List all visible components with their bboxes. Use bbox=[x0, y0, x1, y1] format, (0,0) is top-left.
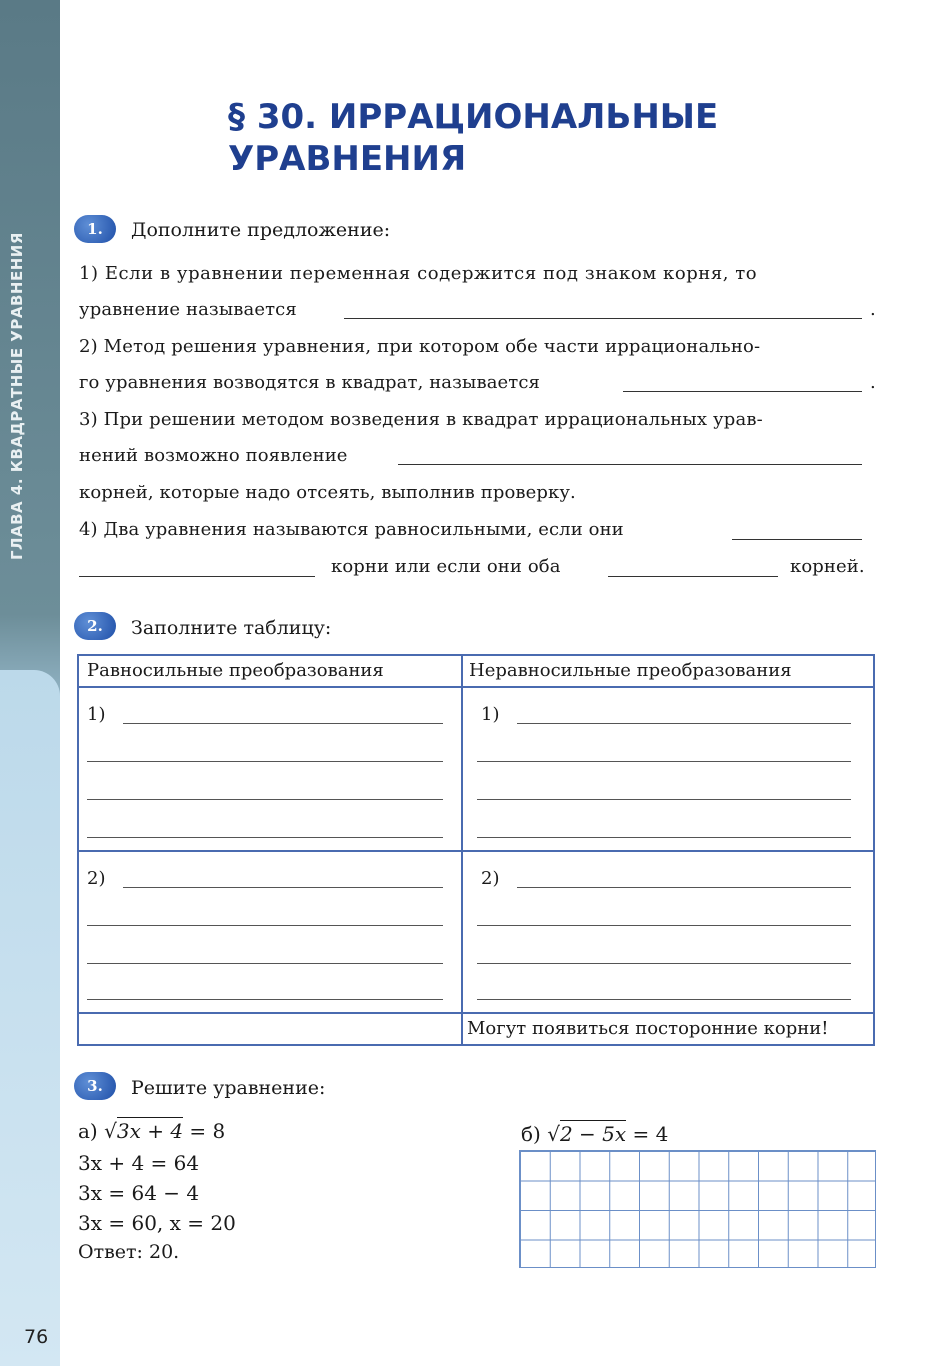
left-item-2-line-3[interactable] bbox=[87, 963, 443, 964]
blank-2[interactable] bbox=[623, 391, 862, 392]
left-item-1-number: 1) bbox=[87, 704, 106, 725]
equation-b-radicand: 2 − 5x bbox=[559, 1122, 627, 1146]
blank-4[interactable] bbox=[732, 539, 862, 540]
task-1-line-3: 2) Метод решения уравнения, при котором обе части иррационально- bbox=[79, 336, 761, 357]
page-number: 76 bbox=[24, 1326, 49, 1348]
solution-step-1: 3x + 4 = 64 bbox=[78, 1151, 200, 1175]
equation-a-radicand: 3x + 4 bbox=[116, 1119, 184, 1143]
equation-b bbox=[521, 1122, 668, 1146]
left-item-1-line-4[interactable] bbox=[87, 837, 443, 838]
task-1-line-8: 4) Два уравнения называются равносильными, если они bbox=[79, 519, 624, 540]
chapter-sidebar-lower bbox=[0, 670, 60, 1366]
task-1-badge: 1. bbox=[74, 215, 116, 243]
transformations-table bbox=[77, 654, 875, 1046]
task-1-line-9: корни или если они оба bbox=[331, 556, 561, 577]
right-item-1-line-1[interactable] bbox=[517, 723, 851, 724]
left-item-2-number: 2) bbox=[87, 868, 106, 889]
blank-1[interactable] bbox=[344, 318, 862, 319]
equation-a-label: а) bbox=[78, 1119, 98, 1143]
right-item-2-line-2[interactable] bbox=[477, 925, 851, 926]
answer-grid[interactable] bbox=[519, 1150, 876, 1268]
equation-b-rhs: = 4 bbox=[632, 1122, 669, 1146]
answer-a: Ответ: 20. bbox=[78, 1241, 180, 1263]
right-item-2-line-4[interactable] bbox=[477, 999, 851, 1000]
task-1-line-10: корней. bbox=[790, 556, 865, 577]
right-item-2-number: 2) bbox=[481, 868, 500, 889]
blank-5[interactable] bbox=[79, 576, 315, 577]
page-title bbox=[228, 96, 828, 180]
chapter-label: ГЛАВА 4. КВАДРАТНЫЕ УРАВНЕНИЯ bbox=[8, 232, 26, 560]
left-item-1-line-1[interactable] bbox=[123, 723, 443, 724]
equation-a-rhs: = 8 bbox=[189, 1119, 226, 1143]
task-1-title: Дополните предложение: bbox=[131, 219, 391, 241]
right-item-1-number: 1) bbox=[481, 704, 500, 725]
blank-3[interactable] bbox=[398, 464, 862, 465]
column-header-nonequivalent: Неравносильные преобразования bbox=[469, 660, 792, 681]
equation-a bbox=[78, 1119, 225, 1143]
sqrt-sign-icon: √ bbox=[104, 1119, 117, 1143]
task-1-line-4: го уравнения возводятся в квадрат, называется bbox=[79, 372, 540, 393]
task-1-line-2: уравнение называется bbox=[79, 299, 297, 320]
solution-step-2: 3x = 64 − 4 bbox=[78, 1181, 200, 1205]
table-row-divider bbox=[79, 850, 873, 852]
task-3-badge: 3. bbox=[74, 1072, 116, 1100]
task-1-line-5: 3) При решении методом возведения в квадрат иррациональных урав- bbox=[79, 409, 763, 430]
column-header-equivalent: Равносильные преобразования bbox=[87, 660, 384, 681]
task-2-title: Заполните таблицу: bbox=[131, 617, 332, 639]
right-item-1-line-3[interactable] bbox=[477, 799, 851, 800]
right-item-2-line-3[interactable] bbox=[477, 963, 851, 964]
task-1-line-7: корней, которые надо отсеять, выполнив проверку. bbox=[79, 482, 576, 503]
left-item-1-line-2[interactable] bbox=[87, 761, 443, 762]
blank-6[interactable] bbox=[608, 576, 778, 577]
task-1-line-6: нений возможно появление bbox=[79, 445, 348, 466]
sqrt-sign-icon: √ bbox=[547, 1122, 560, 1146]
solution-step-3: 3x = 60, x = 20 bbox=[78, 1211, 236, 1235]
table-header-divider bbox=[79, 686, 873, 688]
left-item-2-line-4[interactable] bbox=[87, 999, 443, 1000]
equation-b-label: б) bbox=[521, 1122, 541, 1146]
right-item-1-line-2[interactable] bbox=[477, 761, 851, 762]
right-item-2-line-1[interactable] bbox=[517, 887, 851, 888]
table-footer-divider bbox=[79, 1012, 873, 1014]
task-2-badge: 2. bbox=[74, 612, 116, 640]
left-item-1-line-3[interactable] bbox=[87, 799, 443, 800]
left-item-2-line-1[interactable] bbox=[123, 887, 443, 888]
title-line-1: § 30. ИРРАЦИОНАЛЬНЫЕ bbox=[228, 97, 719, 137]
dot-1: . bbox=[870, 299, 876, 320]
right-item-1-line-4[interactable] bbox=[477, 837, 851, 838]
title-line-2: УРАВНЕНИЯ bbox=[228, 139, 467, 179]
task-1-line-1: 1) Если в уравнении переменная содержится под знаком корня, то bbox=[79, 263, 758, 284]
table-note: Могут появиться посторонние корни! bbox=[467, 1018, 829, 1039]
left-item-2-line-2[interactable] bbox=[87, 925, 443, 926]
dot-2: . bbox=[870, 372, 876, 393]
task-3-title: Решите уравнение: bbox=[131, 1077, 326, 1099]
